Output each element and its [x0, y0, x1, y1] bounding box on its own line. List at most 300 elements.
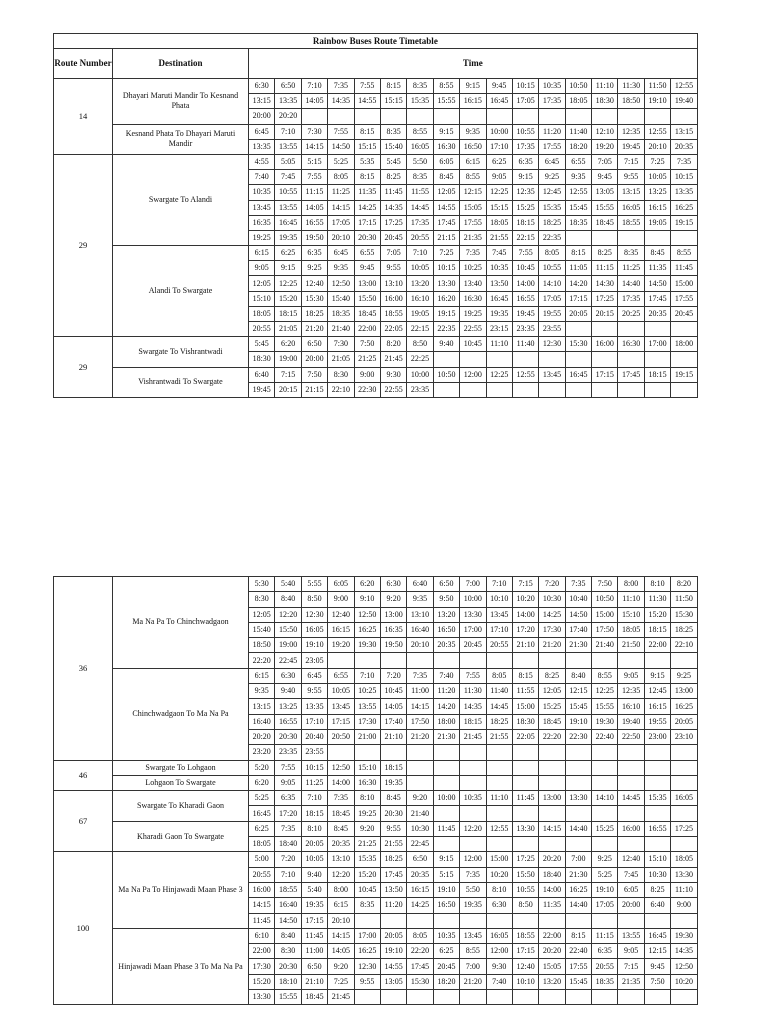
time-cell	[671, 322, 697, 337]
time-cell: 18:05	[249, 837, 275, 852]
time-cell: 17:35	[512, 139, 538, 154]
time-cell: 11:45	[512, 791, 538, 806]
time-cell: 18:25	[539, 215, 565, 230]
time-cell: 22:40	[565, 944, 591, 959]
time-cell: 11:15	[592, 928, 618, 943]
time-cell: 16:45	[486, 291, 512, 306]
time-cell: 9:00	[671, 898, 697, 913]
time-cell	[644, 230, 670, 245]
time-cell: 18:30	[249, 352, 275, 367]
time-cell: 13:30	[512, 821, 538, 836]
time-cell: 15:30	[301, 291, 327, 306]
time-cell: 17:50	[407, 714, 433, 729]
time-cell: 9:20	[328, 959, 354, 974]
time-cell: 12:45	[539, 185, 565, 200]
time-cell: 19:45	[618, 139, 644, 154]
time-cell: 8:05	[539, 246, 565, 261]
time-cell: 19:10	[565, 714, 591, 729]
time-cell: 7:55	[328, 124, 354, 139]
time-cell: 10:25	[354, 684, 380, 699]
time-cell: 14:40	[618, 276, 644, 291]
time-cell: 11:40	[512, 337, 538, 352]
time-cell: 16:25	[565, 882, 591, 897]
time-cell	[671, 913, 697, 928]
time-cell: 8:45	[328, 821, 354, 836]
time-cell: 17:25	[592, 291, 618, 306]
time-cell: 19:35	[486, 306, 512, 321]
time-cell: 6:20	[354, 577, 380, 592]
time-cell: 22:10	[328, 382, 354, 397]
destination-cell: Swargate To Kharadi Gaon	[113, 791, 249, 822]
time-cell: 14:50	[328, 139, 354, 154]
time-cell: 17:20	[512, 622, 538, 637]
time-cell	[512, 913, 538, 928]
time-cell	[644, 653, 670, 668]
time-cell: 9:05	[249, 261, 275, 276]
time-cell: 21:10	[301, 974, 327, 989]
time-cell: 16:35	[249, 215, 275, 230]
time-cell: 13:00	[380, 607, 406, 622]
time-cell: 17:45	[407, 959, 433, 974]
time-cell: 11:30	[460, 684, 486, 699]
time-cell: 14:20	[565, 276, 591, 291]
time-cell: 16:30	[460, 291, 486, 306]
time-cell: 18:05	[486, 215, 512, 230]
time-cell: 7:35	[671, 154, 697, 169]
time-cell: 17:05	[328, 215, 354, 230]
time-cell: 7:30	[328, 337, 354, 352]
time-cell: 22:55	[460, 322, 486, 337]
route-number: 67	[54, 791, 113, 852]
time-cell: 10:55	[539, 261, 565, 276]
time-cell: 13:15	[618, 185, 644, 200]
table-row	[54, 775, 698, 790]
time-cell: 6:15	[249, 668, 275, 683]
time-cell: 15:45	[565, 974, 591, 989]
time-cell	[354, 990, 380, 1005]
time-cell: 12:00	[460, 852, 486, 867]
time-cell: 20:00	[618, 898, 644, 913]
destination-cell: Swargate To Vishrantwadi	[113, 337, 249, 367]
time-cell: 23:35	[407, 382, 433, 397]
time-cell	[592, 109, 618, 124]
time-cell: 20:45	[671, 306, 697, 321]
time-cell: 21:25	[354, 352, 380, 367]
time-cell: 14:25	[407, 898, 433, 913]
time-cell	[592, 745, 618, 760]
time-cell: 18:15	[512, 215, 538, 230]
time-cell: 18:15	[275, 306, 301, 321]
time-cell: 18:45	[301, 990, 327, 1005]
time-cell: 7:55	[275, 760, 301, 775]
time-cell: 12:25	[592, 684, 618, 699]
time-cell: 10:50	[592, 592, 618, 607]
time-cell	[460, 382, 486, 397]
time-cell	[671, 230, 697, 245]
time-cell	[592, 760, 618, 775]
time-cell: 22:40	[592, 729, 618, 744]
time-cell: 8:55	[433, 79, 459, 94]
time-cell: 5:55	[301, 577, 327, 592]
time-cell: 13:50	[380, 882, 406, 897]
time-cell: 6:35	[512, 154, 538, 169]
time-cell: 14:05	[301, 200, 327, 215]
time-cell: 19:40	[618, 714, 644, 729]
time-cell	[618, 913, 644, 928]
time-cell: 11:50	[644, 79, 670, 94]
time-cell: 11:20	[433, 684, 459, 699]
time-cell: 11:35	[539, 898, 565, 913]
time-cell: 19:35	[380, 775, 406, 790]
time-cell: 9:50	[433, 592, 459, 607]
time-cell: 9:40	[433, 337, 459, 352]
time-cell: 15:25	[592, 821, 618, 836]
time-cell: 7:25	[433, 246, 459, 261]
time-cell	[539, 382, 565, 397]
time-cell	[539, 745, 565, 760]
time-cell: 15:10	[644, 852, 670, 867]
time-cell: 19:00	[275, 638, 301, 653]
time-cell: 9:40	[301, 867, 327, 882]
time-cell: 12:55	[512, 367, 538, 382]
time-cell: 16:40	[249, 714, 275, 729]
time-cell	[486, 653, 512, 668]
time-cell: 22:20	[249, 653, 275, 668]
time-cell: 18:55	[618, 215, 644, 230]
time-cell: 12:20	[328, 867, 354, 882]
time-cell: 21:30	[565, 638, 591, 653]
time-cell: 12:55	[565, 185, 591, 200]
time-cell	[486, 837, 512, 852]
time-cell: 11:05	[565, 261, 591, 276]
time-cell	[644, 990, 670, 1005]
time-cell: 17:55	[565, 959, 591, 974]
time-cell: 11:20	[380, 898, 406, 913]
time-cell: 15:30	[407, 974, 433, 989]
time-cell	[565, 109, 591, 124]
time-cell: 10:50	[565, 79, 591, 94]
time-cell: 17:30	[249, 959, 275, 974]
time-cell: 17:25	[512, 852, 538, 867]
time-cell: 11:00	[301, 944, 327, 959]
time-cell: 9:15	[644, 668, 670, 683]
time-cell: 9:30	[380, 367, 406, 382]
time-cell: 11:45	[301, 928, 327, 943]
time-cell: 19:25	[460, 306, 486, 321]
time-cell: 17:40	[380, 714, 406, 729]
time-cell: 14:15	[328, 200, 354, 215]
time-cell	[618, 760, 644, 775]
time-cell	[328, 653, 354, 668]
time-cell: 18:15	[460, 714, 486, 729]
time-cell: 21:40	[328, 322, 354, 337]
time-cell	[671, 382, 697, 397]
time-cell: 7:50	[644, 974, 670, 989]
time-cell: 17:15	[592, 367, 618, 382]
time-cell: 8:05	[407, 928, 433, 943]
time-cell: 22:55	[380, 382, 406, 397]
time-cell: 8:25	[539, 668, 565, 683]
time-cell: 17:15	[512, 944, 538, 959]
time-cell	[486, 760, 512, 775]
time-cell	[407, 109, 433, 124]
time-cell: 10:35	[433, 928, 459, 943]
time-cell	[354, 653, 380, 668]
time-cell: 20:15	[592, 306, 618, 321]
time-cell: 11:45	[380, 185, 406, 200]
time-cell: 10:00	[460, 592, 486, 607]
time-cell: 9:15	[275, 261, 301, 276]
time-cell: 8:55	[671, 246, 697, 261]
time-header: Time	[249, 49, 698, 79]
time-cell: 13:15	[249, 699, 275, 714]
time-cell: 10:35	[460, 791, 486, 806]
time-cell: 12:30	[539, 337, 565, 352]
time-cell: 21:05	[328, 352, 354, 367]
time-cell: 6:10	[249, 928, 275, 943]
time-cell: 21:15	[301, 382, 327, 397]
time-cell: 20:40	[301, 729, 327, 744]
time-cell: 9:20	[380, 592, 406, 607]
time-cell: 18:45	[354, 306, 380, 321]
time-cell: 13:20	[407, 276, 433, 291]
destination-cell: Lohgaon To Swargate	[113, 775, 249, 790]
time-cell: 19:10	[301, 638, 327, 653]
time-cell	[512, 990, 538, 1005]
time-cell: 16:00	[380, 291, 406, 306]
time-cell: 18:40	[539, 867, 565, 882]
time-cell: 19:35	[275, 230, 301, 245]
time-cell	[433, 806, 459, 821]
time-cell: 15:15	[380, 94, 406, 109]
time-cell: 17:00	[644, 337, 670, 352]
time-cell: 10:00	[433, 791, 459, 806]
time-cell: 14:45	[407, 200, 433, 215]
time-cell: 22:10	[671, 638, 697, 653]
time-cell: 16:45	[486, 94, 512, 109]
time-cell: 15:50	[354, 291, 380, 306]
time-cell: 7:10	[301, 791, 327, 806]
time-cell	[644, 837, 670, 852]
time-cell: 15:05	[539, 959, 565, 974]
time-cell	[512, 745, 538, 760]
time-cell	[644, 352, 670, 367]
time-cell: 12:40	[512, 959, 538, 974]
time-cell: 9:55	[354, 974, 380, 989]
time-cell: 5:35	[354, 154, 380, 169]
time-cell	[512, 352, 538, 367]
destination-cell: Hinjawadi Maan Phase 3 To Ma Na Pa	[113, 928, 249, 1004]
time-cell: 19:10	[380, 944, 406, 959]
time-cell	[460, 653, 486, 668]
time-cell: 15:10	[354, 760, 380, 775]
time-cell: 16:30	[433, 139, 459, 154]
time-cell: 10:55	[275, 185, 301, 200]
time-cell: 16:45	[249, 806, 275, 821]
time-cell: 16:25	[354, 622, 380, 637]
time-cell: 9:15	[433, 852, 459, 867]
table-row	[54, 928, 698, 943]
time-cell: 7:05	[380, 246, 406, 261]
table-row	[54, 154, 698, 169]
time-cell: 14:50	[275, 913, 301, 928]
time-cell: 6:50	[407, 852, 433, 867]
time-cell: 13:55	[275, 139, 301, 154]
time-cell	[433, 352, 459, 367]
time-cell: 16:40	[275, 898, 301, 913]
time-cell: 10:00	[407, 367, 433, 382]
time-cell: 11:15	[301, 185, 327, 200]
time-cell: 10:35	[249, 185, 275, 200]
time-cell: 8:50	[407, 337, 433, 352]
time-cell: 8:25	[592, 246, 618, 261]
time-cell: 9:25	[671, 668, 697, 683]
time-cell	[512, 653, 538, 668]
time-cell: 13:00	[354, 276, 380, 291]
time-cell	[671, 760, 697, 775]
time-cell: 8:10	[354, 791, 380, 806]
table-row	[54, 791, 698, 806]
time-cell: 15:00	[486, 852, 512, 867]
time-cell: 8:10	[301, 821, 327, 836]
time-cell: 8:50	[512, 898, 538, 913]
time-cell: 16:50	[433, 622, 459, 637]
table-row	[54, 852, 698, 867]
time-cell: 11:25	[301, 775, 327, 790]
time-cell: 9:15	[433, 124, 459, 139]
time-cell: 20:00	[249, 109, 275, 124]
time-cell: 12:30	[301, 607, 327, 622]
time-cell: 10:55	[512, 124, 538, 139]
time-cell: 18:20	[433, 974, 459, 989]
time-cell	[512, 382, 538, 397]
time-cell: 5:45	[249, 337, 275, 352]
time-cell: 14:25	[539, 607, 565, 622]
time-cell: 15:50	[275, 622, 301, 637]
time-cell: 7:35	[460, 246, 486, 261]
time-cell: 10:20	[671, 974, 697, 989]
time-cell: 8:00	[328, 882, 354, 897]
time-cell	[618, 745, 644, 760]
time-cell: 19:30	[354, 638, 380, 653]
time-cell: 19:50	[380, 638, 406, 653]
time-cell	[671, 653, 697, 668]
time-cell: 18:40	[275, 837, 301, 852]
time-cell: 11:25	[618, 261, 644, 276]
time-cell: 14:45	[486, 699, 512, 714]
time-cell: 10:00	[486, 124, 512, 139]
time-cell: 16:00	[592, 337, 618, 352]
time-cell	[512, 109, 538, 124]
time-cell: 9:35	[328, 261, 354, 276]
time-cell: 7:45	[275, 170, 301, 185]
time-cell: 19:10	[644, 94, 670, 109]
time-cell: 6:45	[249, 124, 275, 139]
time-cell: 23:35	[512, 322, 538, 337]
time-cell: 5:40	[301, 882, 327, 897]
time-cell: 15:55	[275, 990, 301, 1005]
time-cell: 17:15	[301, 913, 327, 928]
time-cell: 20:30	[275, 729, 301, 744]
time-cell: 21:45	[460, 729, 486, 744]
time-cell: 6:20	[249, 775, 275, 790]
time-cell: 7:20	[275, 852, 301, 867]
time-cell: 9:55	[618, 170, 644, 185]
time-cell: 20:05	[301, 837, 327, 852]
time-cell: 7:55	[460, 668, 486, 683]
time-cell: 21:55	[486, 230, 512, 245]
time-cell: 13:45	[328, 699, 354, 714]
table-row	[54, 337, 698, 352]
time-cell: 18:15	[380, 760, 406, 775]
time-cell: 21:45	[380, 352, 406, 367]
time-cell: 7:00	[460, 577, 486, 592]
time-cell	[618, 806, 644, 821]
time-cell	[380, 109, 406, 124]
time-cell	[433, 775, 459, 790]
time-cell: 7:50	[301, 367, 327, 382]
time-cell: 13:55	[354, 699, 380, 714]
time-cell: 20:55	[249, 322, 275, 337]
time-cell: 20:35	[433, 638, 459, 653]
time-cell: 20:55	[407, 230, 433, 245]
time-cell	[539, 806, 565, 821]
time-cell: 22:15	[407, 322, 433, 337]
time-cell: 6:45	[301, 668, 327, 683]
time-cell: 23:55	[301, 745, 327, 760]
time-cell: 21:45	[328, 990, 354, 1005]
time-cell: 5:40	[275, 577, 301, 592]
time-cell: 17:45	[644, 291, 670, 306]
time-cell	[460, 990, 486, 1005]
time-cell: 9:35	[407, 592, 433, 607]
time-cell: 10:10	[512, 974, 538, 989]
time-cell: 18:45	[328, 806, 354, 821]
time-cell: 16:45	[644, 928, 670, 943]
time-cell: 19:15	[671, 215, 697, 230]
time-cell: 14:35	[671, 944, 697, 959]
time-cell: 16:35	[380, 622, 406, 637]
time-cell: 14:55	[354, 94, 380, 109]
time-cell: 14:10	[539, 276, 565, 291]
time-cell: 10:25	[460, 261, 486, 276]
time-cell: 12:50	[328, 276, 354, 291]
time-cell: 7:10	[301, 79, 327, 94]
time-cell: 12:05	[249, 607, 275, 622]
time-cell: 6:50	[301, 337, 327, 352]
time-cell: 10:30	[539, 592, 565, 607]
time-cell: 23:00	[644, 729, 670, 744]
time-cell: 19:20	[328, 638, 354, 653]
time-cell: 20:30	[354, 230, 380, 245]
time-cell: 8:35	[618, 246, 644, 261]
time-cell: 20:20	[249, 729, 275, 744]
time-cell: 12:15	[644, 944, 670, 959]
time-cell: 9:25	[592, 852, 618, 867]
time-cell	[539, 653, 565, 668]
time-cell: 11:30	[644, 592, 670, 607]
time-cell: 14:40	[565, 898, 591, 913]
time-cell	[618, 109, 644, 124]
time-cell: 14:30	[592, 276, 618, 291]
time-cell: 16:05	[486, 928, 512, 943]
time-cell: 7:10	[354, 668, 380, 683]
time-cell: 11:55	[512, 684, 538, 699]
time-cell: 17:10	[486, 139, 512, 154]
time-cell: 19:25	[354, 806, 380, 821]
time-cell: 12:55	[486, 821, 512, 836]
time-cell: 18:20	[565, 139, 591, 154]
